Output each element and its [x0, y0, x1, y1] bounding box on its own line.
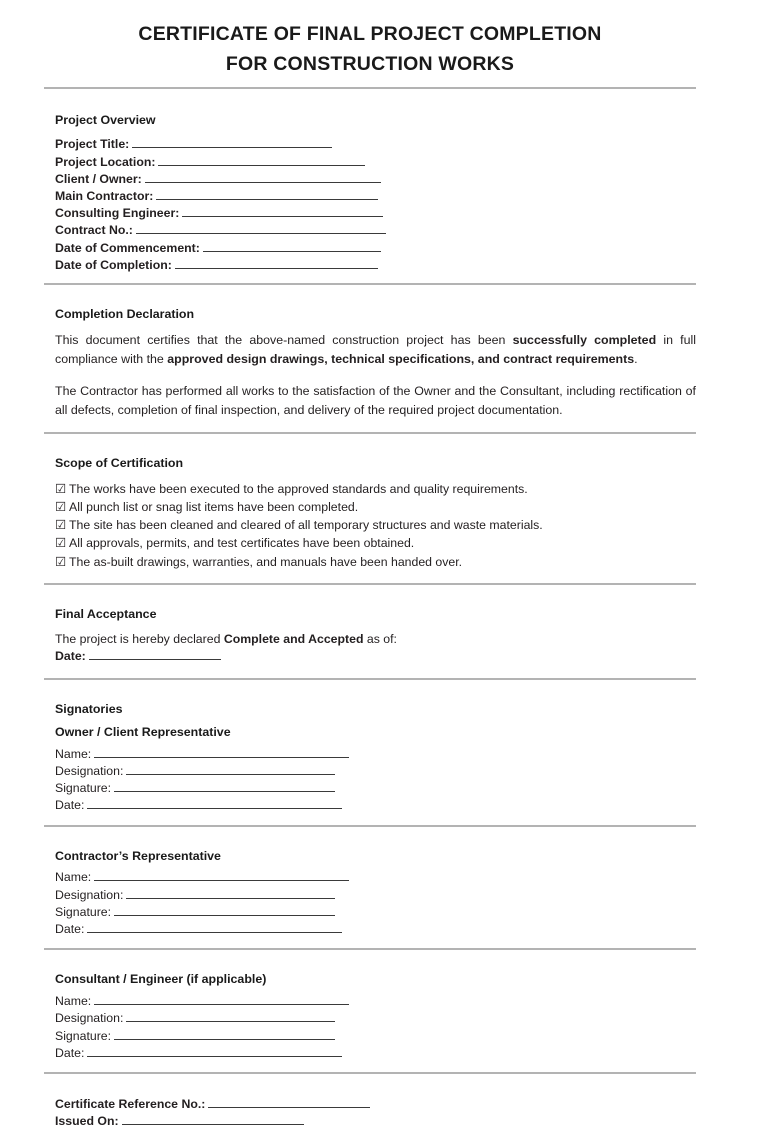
- signatory-name-blank[interactable]: [94, 869, 349, 881]
- project-contract-no-blank[interactable]: [136, 222, 386, 234]
- divider-title: [44, 87, 696, 89]
- scope-item-label: All punch list or snag list items have been completed.: [69, 499, 359, 514]
- project-project-title-blank[interactable]: [132, 136, 332, 148]
- footer-issued-on-row[interactable]: [55, 1113, 696, 1130]
- completion-declaration-heading: Completion Declaration: [55, 306, 195, 321]
- checked-checkbox-icon[interactable]: ☑: [55, 518, 67, 533]
- signatory-title: Contractor’s Representative: [55, 848, 221, 863]
- scope-item[interactable]: [55, 480, 696, 498]
- scope-item[interactable]: [55, 553, 696, 571]
- project-contract-no-row[interactable]: [55, 222, 696, 239]
- signatory-title: Owner / Client Representative: [55, 724, 231, 739]
- project-contract-no-label: Contract No.:: [55, 223, 133, 238]
- signatory-block-owner: [55, 725, 696, 815]
- project-consulting-engineer-blank[interactable]: [182, 205, 383, 217]
- project-main-contractor-row[interactable]: [55, 188, 696, 205]
- signatory-signature-label: Signature:: [55, 781, 112, 796]
- final-acceptance-date-label: Date:: [55, 648, 86, 663]
- project-project-location-row[interactable]: [55, 154, 696, 171]
- signatory-designation-row[interactable]: [55, 1010, 696, 1027]
- decl-p1-bold-2: approved design drawings, technical specifications, and contract requirements: [167, 352, 635, 367]
- final-acceptance-heading: Final Acceptance: [55, 606, 157, 621]
- signatory-designation-label: Designation:: [55, 887, 124, 902]
- section-final-acceptance: [44, 607, 696, 665]
- signatory-name-blank[interactable]: [94, 746, 349, 758]
- section-scope-of-certification: [44, 456, 696, 571]
- project-project-location-blank[interactable]: [158, 154, 365, 166]
- project-project-title-row[interactable]: [55, 136, 696, 153]
- checked-checkbox-icon[interactable]: ☑: [55, 499, 67, 514]
- signatory-name-blank[interactable]: [94, 993, 349, 1005]
- project-main-contractor-label: Main Contractor:: [55, 188, 154, 203]
- signatory-date-label: Date:: [55, 1045, 85, 1060]
- decl-p1-text-1: This document certifies that the above-named construction project has been: [55, 332, 513, 347]
- completion-declaration-paragraph-1: [55, 331, 696, 370]
- project-overview-heading: Project Overview: [55, 113, 156, 128]
- project-date-of-completion-blank[interactable]: [175, 257, 378, 269]
- divider-signatory-owner: [44, 825, 696, 827]
- divider-completion-declaration: [44, 432, 696, 434]
- signatory-name-label: Name:: [55, 870, 92, 885]
- scope-item[interactable]: [55, 516, 696, 534]
- signatory-signature-label: Signature:: [55, 904, 112, 919]
- title-line-1: CERTIFICATE OF FINAL PROJECT COMPLETION: [138, 23, 602, 45]
- signatory-signature-row[interactable]: [55, 904, 696, 921]
- scope-item-label: The as-built drawings, warranties, and manuals have been handed over.: [69, 554, 463, 569]
- project-date-of-commencement-blank[interactable]: [203, 240, 381, 252]
- scope-item-label: All approvals, permits, and test certificates have been obtained.: [69, 536, 415, 551]
- final-acceptance-date-row[interactable]: [55, 648, 696, 665]
- checked-checkbox-icon[interactable]: ☑: [55, 481, 67, 496]
- checked-checkbox-icon[interactable]: ☑: [55, 554, 67, 569]
- project-project-location-label: Project Location:: [55, 154, 156, 169]
- section-project-overview: [44, 113, 696, 274]
- footer-issued-on-blank[interactable]: [122, 1113, 304, 1125]
- signatory-block-contractor: [55, 849, 696, 939]
- project-main-contractor-blank[interactable]: [156, 188, 378, 200]
- signatory-designation-label: Designation:: [55, 763, 124, 778]
- signatory-name-label: Name:: [55, 746, 92, 761]
- signatory-date-label: Date:: [55, 798, 85, 813]
- footer-certificate-reference-no-blank[interactable]: [208, 1096, 370, 1108]
- signatory-designation-blank[interactable]: [126, 1010, 335, 1022]
- signatory-name-label: Name:: [55, 994, 92, 1009]
- completion-declaration-paragraph-2: The Contractor has performed all works to the satisfaction of the Owner and the Consultant, including rectification of all defects, completion of final inspection, and delivery of the required project documentation.: [55, 383, 696, 418]
- signatory-signature-row[interactable]: [55, 1028, 696, 1045]
- project-consulting-engineer-label: Consulting Engineer:: [55, 206, 180, 221]
- scope-item[interactable]: [55, 534, 696, 552]
- footer-certificate-reference-no-row[interactable]: [55, 1096, 696, 1113]
- final-acceptance-text-1: The project is hereby declared: [55, 631, 224, 646]
- scope-item-label: The site has been cleaned and cleared of all temporary structures and waste materials.: [69, 518, 543, 533]
- section-footer: [44, 1096, 696, 1130]
- divider-signatory-contractor: [44, 948, 696, 950]
- document-body: [44, 0, 696, 1130]
- project-project-title-label: Project Title:: [55, 137, 130, 152]
- final-acceptance-bold: Complete and Accepted: [223, 631, 364, 646]
- project-client-owner-label: Client / Owner:: [55, 171, 142, 186]
- signatory-date-label: Date:: [55, 922, 85, 937]
- scope-checklist: [55, 480, 696, 571]
- checked-checkbox-icon[interactable]: ☑: [55, 536, 67, 551]
- signatory-signature-blank[interactable]: [114, 904, 335, 916]
- project-date-of-completion-label: Date of Completion:: [55, 257, 172, 272]
- signatory-date-row[interactable]: [55, 1045, 696, 1062]
- divider-final-acceptance: [44, 678, 696, 680]
- project-client-owner-row[interactable]: [55, 171, 696, 188]
- signatory-designation-row[interactable]: [55, 763, 696, 780]
- footer-certificate-reference-no-label: Certificate Reference No.:: [55, 1096, 206, 1111]
- signatory-signature-label: Signature:: [55, 1028, 112, 1043]
- signatory-designation-row[interactable]: [55, 887, 696, 904]
- project-overview-fields: [55, 136, 696, 274]
- project-date-of-commencement-label: Date of Commencement:: [55, 240, 200, 255]
- project-client-owner-blank[interactable]: [145, 171, 381, 183]
- signatory-title: Consultant / Engineer (if applicable): [55, 972, 267, 987]
- final-acceptance-text-2: as of:: [363, 631, 397, 646]
- signatory-date-blank[interactable]: [87, 797, 342, 809]
- signatories-heading: Signatories: [55, 701, 123, 716]
- project-consulting-engineer-row[interactable]: [55, 205, 696, 222]
- signatory-signature-blank[interactable]: [114, 1028, 335, 1040]
- section-signatories: [44, 702, 696, 815]
- scope-item-label: The works have been executed to the approved standards and quality requirements.: [69, 481, 528, 496]
- scope-heading: Scope of Certification: [55, 455, 184, 470]
- divider-scope: [44, 583, 696, 585]
- section-signatory-consultant: [44, 972, 696, 1062]
- signatory-date-blank[interactable]: [87, 921, 342, 933]
- section-completion-declaration: [44, 307, 696, 421]
- signatory-designation-blank[interactable]: [126, 763, 335, 775]
- scope-item[interactable]: [55, 498, 696, 516]
- document-title: [44, 0, 696, 79]
- signatory-designation-label: Designation:: [55, 1011, 124, 1026]
- final-acceptance-date-blank[interactable]: [89, 648, 221, 660]
- signatory-date-row[interactable]: [55, 797, 696, 814]
- decl-p1-text-2: in full compliance with the: [55, 332, 696, 367]
- section-signatory-contractor: [44, 849, 696, 939]
- signatory-date-row[interactable]: [55, 921, 696, 938]
- footer-issued-on-label: Issued On:: [55, 1114, 119, 1129]
- divider-project-overview: [44, 283, 696, 285]
- signatory-name-row[interactable]: [55, 869, 696, 886]
- project-date-of-commencement-row[interactable]: [55, 240, 696, 257]
- signatory-designation-blank[interactable]: [126, 887, 335, 899]
- signatory-signature-blank[interactable]: [114, 780, 335, 792]
- footer-fields: [55, 1096, 696, 1130]
- signatory-block-consultant: [55, 972, 696, 1062]
- decl-p1-text-3: .: [634, 352, 638, 367]
- signatory-date-blank[interactable]: [87, 1045, 342, 1057]
- signatory-signature-row[interactable]: [55, 780, 696, 797]
- divider-signatory-consultant: [44, 1072, 696, 1074]
- signatory-name-row[interactable]: [55, 746, 696, 763]
- project-date-of-completion-row[interactable]: [55, 257, 696, 274]
- decl-p1-bold-1: successfully completed: [512, 332, 657, 347]
- signatory-name-row[interactable]: [55, 993, 696, 1010]
- title-line-2: FOR CONSTRUCTION WORKS: [225, 53, 515, 76]
- final-acceptance-statement: [55, 631, 696, 648]
